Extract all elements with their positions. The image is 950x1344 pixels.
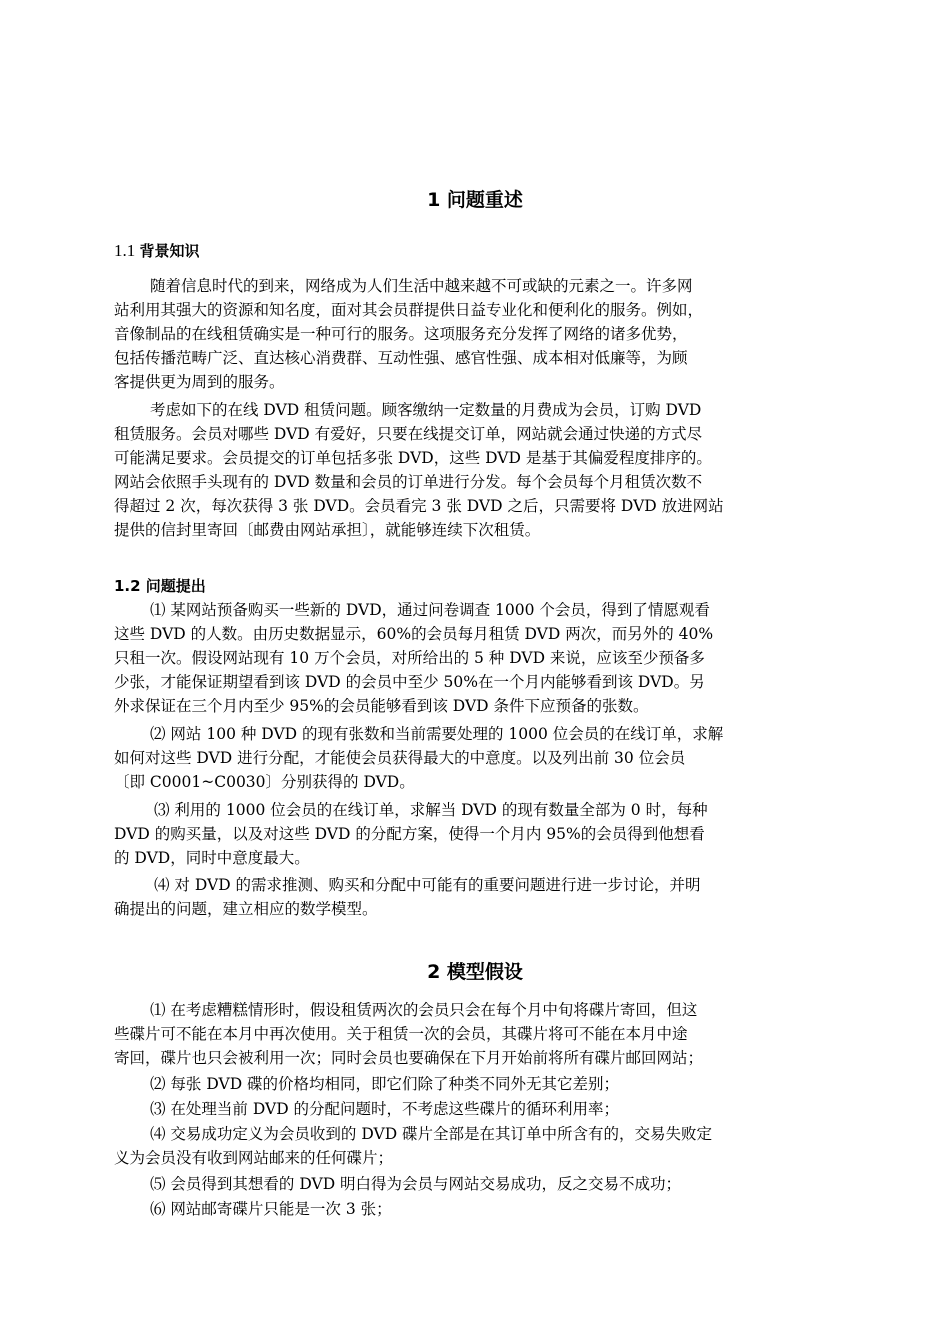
text-line: 些碟片可不能在本月中再次使用。关于租赁一次的会员，其碟片将可不能在本月中途 xyxy=(114,1025,688,1043)
text-line: 网站会依照手头现有的 DVD 数量和会员的订单进行分发。每个会员每个月租赁次数不 xyxy=(114,473,703,491)
section-1-title: 1 问题重述 xyxy=(427,189,523,211)
text-line: 寄回，碟片也只会被利用一次；同时会员也要确保在下月开始前将所有碟片邮回网站； xyxy=(114,1049,704,1067)
text-line: 这些 DVD 的人数。由历史数据显示，60%的会员每月租赁 DVD 两次，而另外的 40% xyxy=(114,625,714,643)
text-line: 义为会员没有收到网站邮来的任何碟片； xyxy=(114,1149,394,1167)
text-line: 提供的信封里寄回〔邮费由网站承担〕，就能够连续下次租赁。 xyxy=(114,521,541,539)
text-line: 少张，才能保证期望看到该 DVD 的会员中至少 50%在一个月内能够看到该 DVD。另 xyxy=(114,673,705,691)
section-2-title: 2 模型假设 xyxy=(427,961,523,983)
text-line: 考虑如下的在线 DVD 租赁问题。顾客缴纳一定数量的月费成为会员，订购 DVD xyxy=(150,401,702,419)
text-line: ⑴ 在考虑糟糕情形时，假设租赁两次的会员只会在每个月中旬将碟片寄回，但这 xyxy=(150,1001,698,1019)
assumption-1 xyxy=(114,998,850,1070)
text-line: DVD 的购买量，以及对这些 DVD 的分配方案，使得一个月内 95%的会员得到他想看 xyxy=(114,825,705,843)
question-3 xyxy=(114,798,850,870)
text-line: 只租一次。假设网站现有 10 万个会员，对所给出的 5 种 DVD 来说，应该至少预备多 xyxy=(114,649,705,667)
text-line: 外求保证在三个月内至少 95%的会员能够看到该 DVD 条件下应预备的张数。 xyxy=(114,697,649,715)
text-line: 如何对这些 DVD 进行分配，才能使会员获得最大的中意度。以及列出前 30 位会员 xyxy=(114,749,686,767)
question-4 xyxy=(114,873,850,921)
text-line: ⑶ 在处理当前 DVD 的分配问题时，不考虑这些碟片的循环利用率； xyxy=(150,1100,620,1118)
text-line: ⑹ 网站邮寄碟片只能是一次 3 张； xyxy=(150,1200,392,1218)
assumption-5 xyxy=(114,1172,850,1196)
subsection-1-2-heading: 1.2 问题提出 xyxy=(114,577,206,595)
subsection-1-1-title: 背景知识 xyxy=(139,242,200,260)
text-line: 包括传播范畴广泛、直达核心消费群、互动性强、感官性强、成本相对低廉等，为顾 xyxy=(114,349,688,367)
assumption-2 xyxy=(114,1072,850,1096)
text-line: ⑴ 某网站预备购买一些新的 DVD，通过问卷调查 1000 个会员，得到了情愿观看 xyxy=(150,601,710,619)
text-line: 得超过 2 次，每次获得 3 张 DVD。会员看完 3 张 DVD 之后，只需要将 DVD 放进网站 xyxy=(114,497,724,515)
background-paragraph-2 xyxy=(114,398,850,542)
text-line: 客提供更为周到的服务。 xyxy=(114,373,285,391)
text-line: ⑷ 对 DVD 的需求推测、购买和分配中可能有的重要问题进行进一步讨论，并明 xyxy=(154,876,701,894)
text-line: 〔即 C0001~C0030〕分别获得的 DVD。 xyxy=(114,773,415,791)
text-line: 确提出的问题，建立相应的数学模型。 xyxy=(114,900,378,918)
text-line: ⑷ 交易成功定义为会员收到的 DVD 碟片全部是在其订单中所含有的，交易失败定 xyxy=(150,1125,713,1143)
text-line: 的 DVD，同时中意度最大。 xyxy=(114,849,310,867)
text-line: ⑵ 每张 DVD 碟的价格均相同，即它们除了种类不同外无其它差别； xyxy=(150,1075,620,1093)
text-line: ⑶ 利用的 1000 位会员的在线订单，求解当 DVD 的现有数量全部为 0 时，每种 xyxy=(154,801,708,819)
text-line: ⑵ 网站 100 种 DVD 的现有张数和当前需要处理的 1000 位会员的在线订单，求解 xyxy=(150,725,724,743)
subsection-1-1-heading xyxy=(114,239,200,263)
text-line: 可能满足要求。会员提交的订单包括多张 DVD，这些 DVD 是基于其偏爱程度排序的。 xyxy=(114,449,712,467)
text-line: 站利用其强大的资源和知名度，面对其会员群提供日益专业化和便利化的服务。例如， xyxy=(114,301,704,319)
assumption-6 xyxy=(114,1197,850,1221)
assumption-4 xyxy=(114,1122,850,1170)
text-line: 随着信息时代的到来，网络成为人们生活中越来越不可或缺的元素之一。许多网 xyxy=(150,277,693,295)
assumption-3 xyxy=(114,1097,850,1121)
text-line: 租赁服务。会员对哪些 DVD 有爱好，只要在线提交订单，网站就会通过快递的方式尽 xyxy=(114,425,703,443)
text-line: ⑸ 会员得到其想看的 DVD 明白得为会员与网站交易成功，反之交易不成功； xyxy=(150,1175,682,1193)
background-paragraph-1 xyxy=(114,274,850,394)
subsection-1-1-number: 1.1 xyxy=(114,241,140,260)
question-1 xyxy=(114,598,850,718)
text-line: 音像制品的在线租赁确实是一种可行的服务。这项服务充分发挥了网络的诸多优势， xyxy=(114,325,688,343)
question-2 xyxy=(114,722,850,794)
